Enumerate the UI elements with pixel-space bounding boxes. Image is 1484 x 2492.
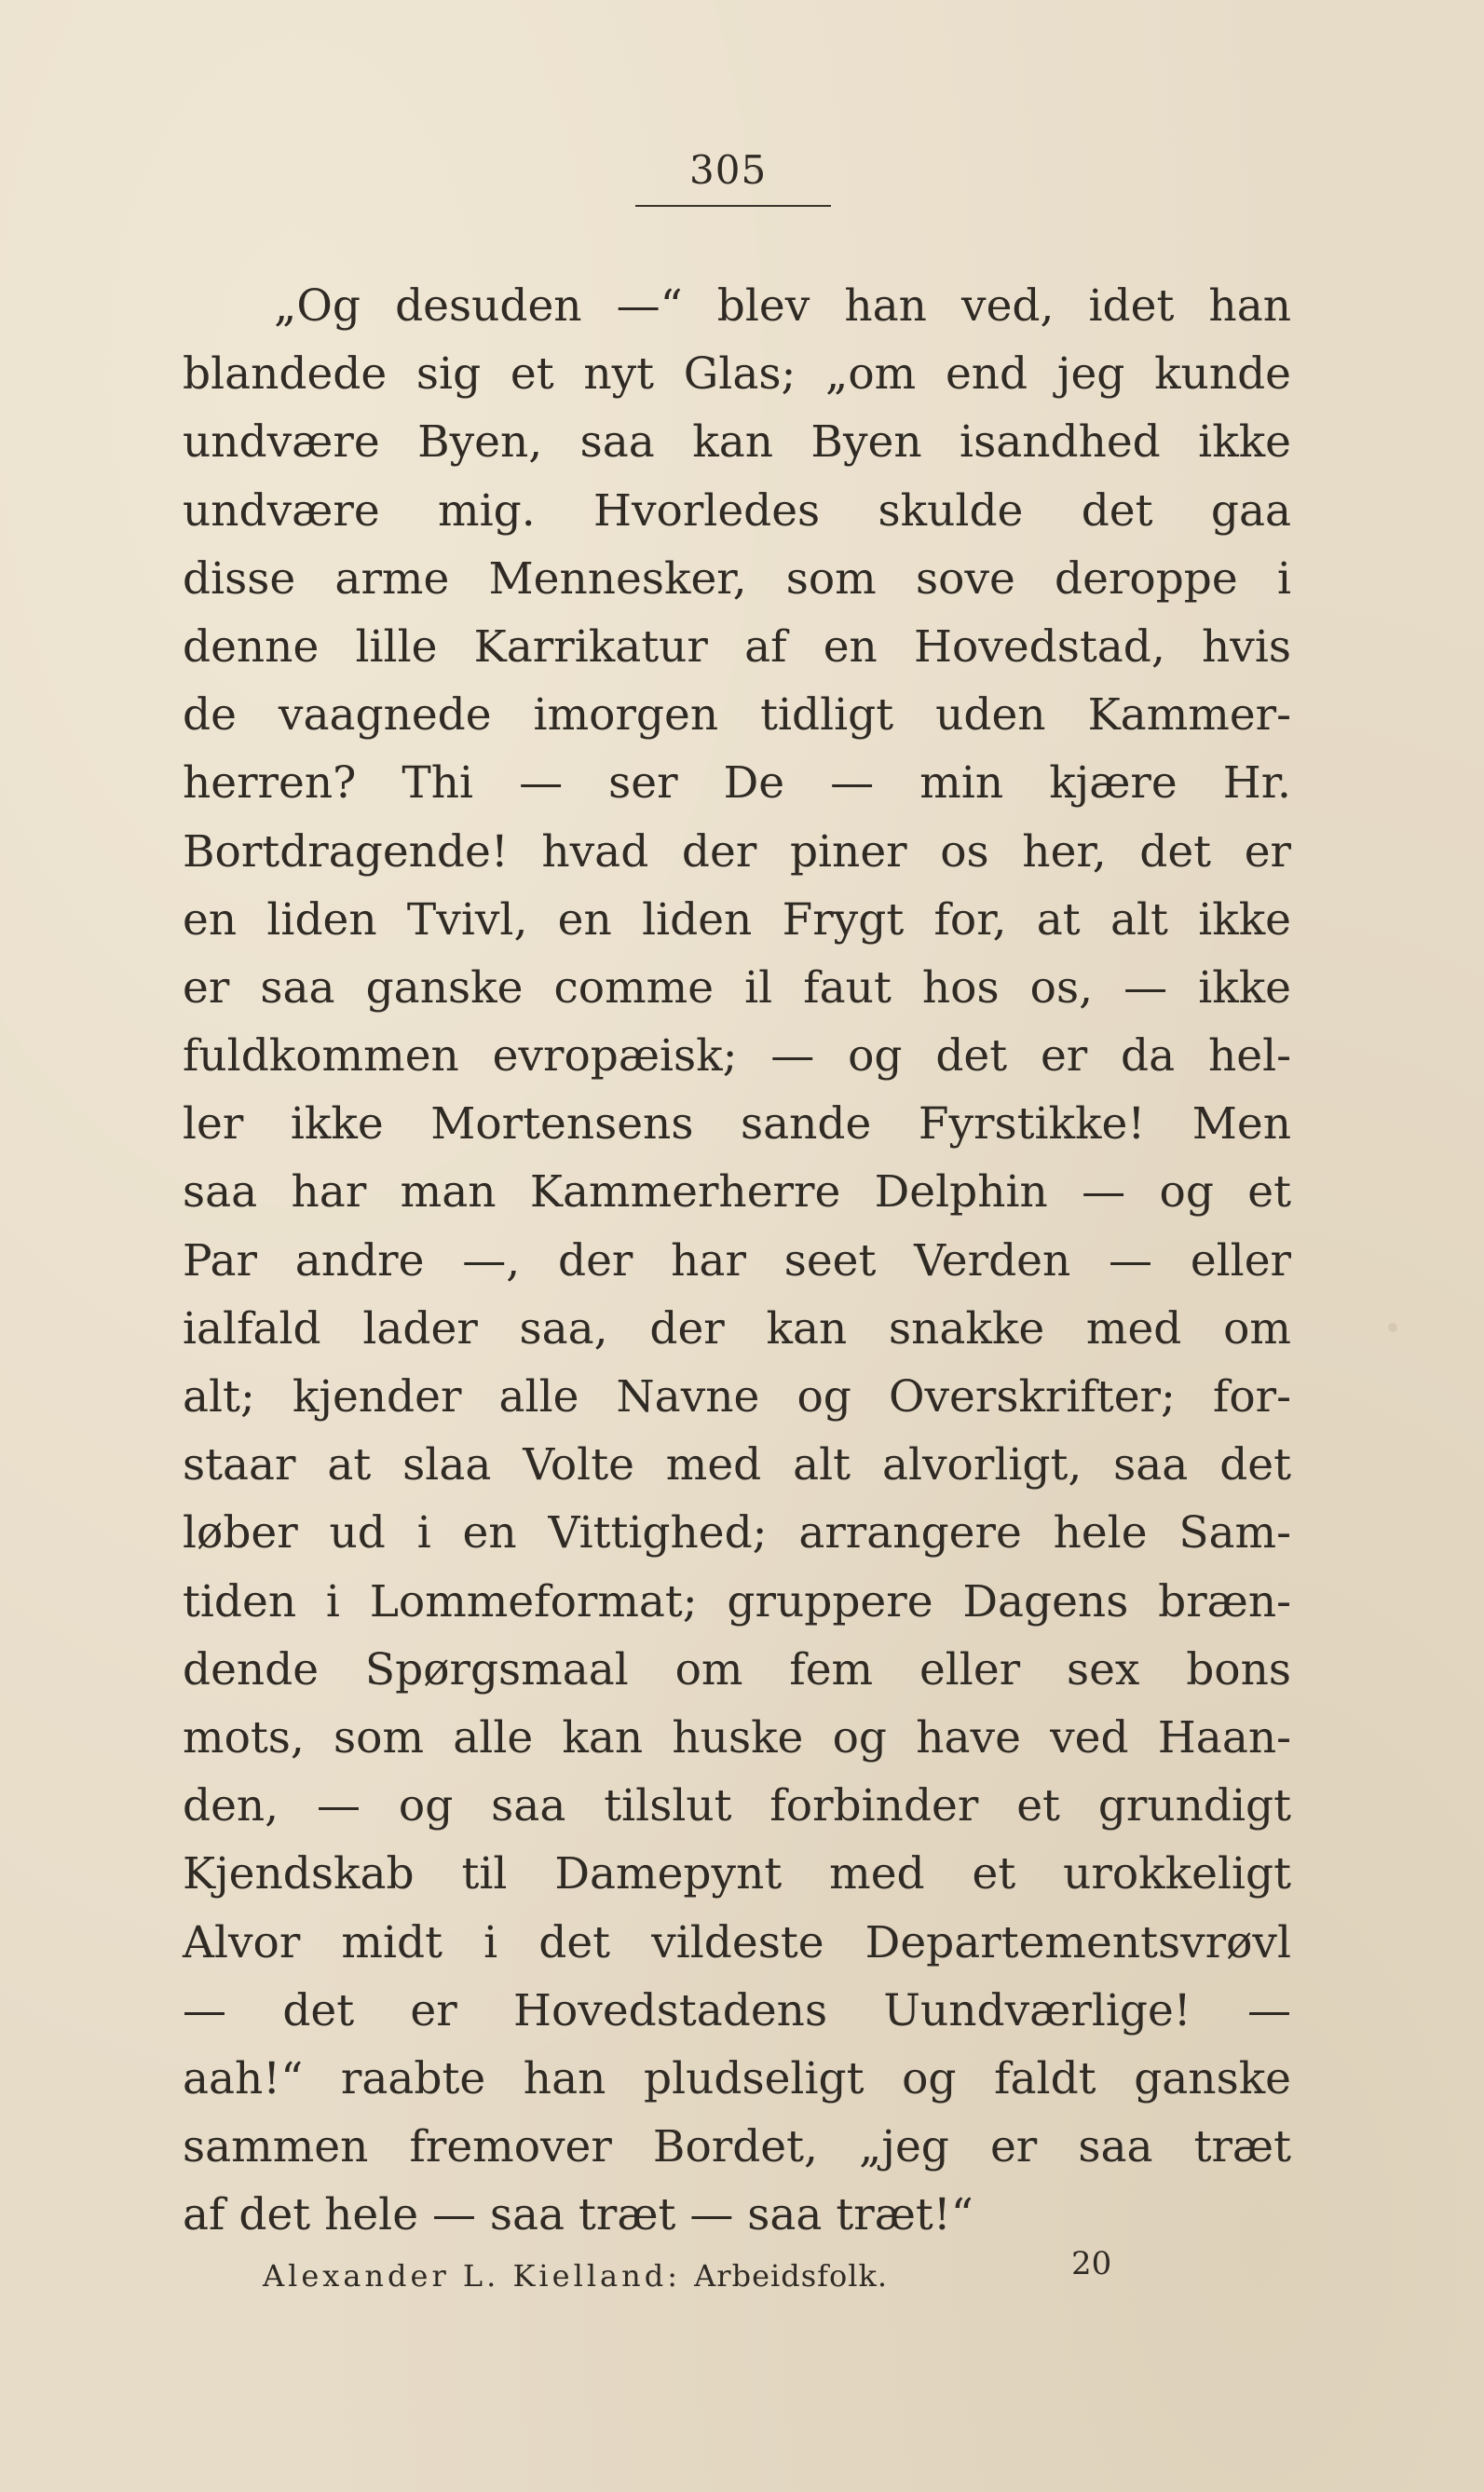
text-line: Bortdragende! hvad der piner os her, det er	[183, 825, 1291, 878]
text-line: dende Spørgsmaal om fem eller sex bons	[183, 1643, 1291, 1695]
text-line: mots, som alle kan huske og have ved Haan-	[183, 1711, 1291, 1763]
text-line: Alvor midt i det vildeste Departementsvrøvl	[183, 1916, 1291, 1968]
text-line: af det hele — saa træt — saa træt!“	[183, 2189, 973, 2241]
text-line: ler ikke Mortensens sande Fyrstikke! Men	[183, 1098, 1291, 1151]
text-line: er saa ganske comme il faut hos os, — ikke	[183, 961, 1291, 1014]
text-line: aah!“ raabte han pludseligt og faldt ganske	[183, 2052, 1291, 2104]
text-line: Kjendskab til Damepynt med et urokkeligt	[183, 1848, 1291, 1900]
text-line: staar at slaa Volte med alt alvorligt, saa det	[183, 1439, 1291, 1491]
text-line: — det er Hovedstadens Uundværlige! —	[183, 1984, 1291, 2036]
text-line: løber ud i en Vittighed; arrangere hele Sam-	[183, 1507, 1291, 1559]
text-line: alt; kjender alle Navne og Overskrifter; for-	[183, 1371, 1291, 1423]
header-rule	[635, 205, 831, 207]
book-title: Arbeidsfolk.	[694, 2258, 889, 2294]
text-line: herren? Thi — ser De — min kjære Hr.	[183, 757, 1291, 810]
page-number: 305	[689, 147, 768, 193]
text-line: den, — og saa tilslut forbinder et grundigt	[183, 1780, 1291, 1832]
text-line: sammen fremover Bordet, „jeg er saa træt	[183, 2121, 1291, 2173]
text-line: fuldkommen evropæisk; — og det er da hel-	[183, 1030, 1291, 1083]
sheet-number: 20	[1071, 2245, 1112, 2282]
text-line: Par andre —, der har seet Verden — eller	[183, 1234, 1291, 1287]
text-line: tiden i Lommeformat; gruppere Dagens bræn-	[183, 1575, 1291, 1627]
footer-signature	[263, 2258, 888, 2294]
text-line: „Og desuden —“ blev han ved, idet han	[274, 280, 1291, 332]
paper-smudge	[755, 166, 762, 173]
text-line: ialfald lader saa, der kan snakke med om	[183, 1302, 1291, 1355]
text-line: de vaagnede imorgen tidligt uden Kammer-	[183, 689, 1291, 742]
text-line: disse arme Mennesker, som sove deroppe i	[183, 552, 1291, 605]
body-text	[183, 272, 1291, 2249]
text-line: undvære mig. Hvorledes skulde det gaa	[183, 484, 1291, 537]
paper-smudge	[1388, 1323, 1397, 1332]
text-line: denne lille Karrikatur af en Hovedstad, hvis	[183, 620, 1291, 673]
text-line: saa har man Kammerherre Delphin — og et	[183, 1166, 1291, 1219]
text-line: undvære Byen, saa kan Byen isandhed ikke	[183, 416, 1291, 469]
text-line: en liden Tvivl, en liden Frygt for, at alt ikke	[183, 893, 1291, 946]
text-line: blandede sig et nyt Glas; „om end jeg kunde	[183, 348, 1291, 401]
author-signature: Alexander L. Kielland:	[263, 2258, 681, 2294]
